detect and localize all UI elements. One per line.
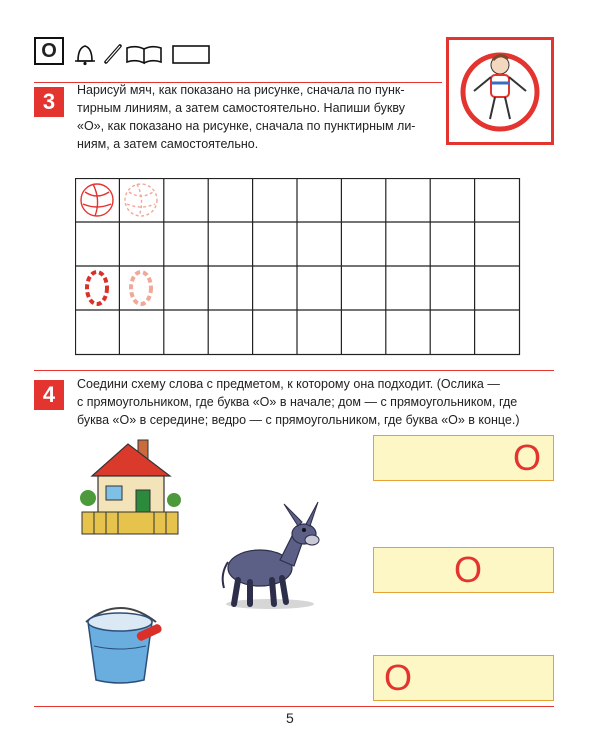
ball-sample <box>81 184 113 216</box>
word-scheme-o-start[interactable] <box>373 655 554 701</box>
bell-icon <box>75 46 95 65</box>
donkey-illustration <box>214 500 328 620</box>
scheme-letter: О <box>454 549 483 590</box>
page-number: 5 <box>286 710 294 726</box>
task-4-number: 4 <box>34 380 64 410</box>
section-divider-4 <box>34 370 554 371</box>
word-scheme-o-end[interactable] <box>373 435 554 481</box>
footer-divider <box>34 706 554 707</box>
letter-o-dotted-sample <box>87 272 107 304</box>
task-4-text <box>77 375 557 429</box>
pencil-icon <box>106 46 120 62</box>
house-illustration <box>78 436 182 540</box>
book-icon <box>127 47 161 63</box>
task-3-line: Нарисуй мяч, как показано на рисунке, сначала по пунк- <box>77 83 405 97</box>
writing-grid <box>75 178 521 356</box>
header-letter: О <box>34 37 64 65</box>
blank-box-icon <box>173 46 209 63</box>
task-3-line: ниям, а затем самостоятельно. <box>77 137 259 151</box>
scheme-letter: О <box>512 437 541 478</box>
hoop-girl-illustration <box>446 37 554 145</box>
task-3-line: «О», как показано на рисунке, сначала по пунктирным ли- <box>77 119 416 133</box>
bucket-illustration <box>80 600 166 686</box>
letter-o-faint-sample <box>131 272 151 304</box>
word-scheme-o-middle[interactable] <box>373 547 554 593</box>
task-3-number: 3 <box>34 87 64 117</box>
task-4-line: Соедини схему слова с предметом, к которому она подходит. (Ослика — <box>77 377 500 391</box>
task-3-line: тирным линиям, а затем самостоятельно. Напиши букву <box>77 101 405 115</box>
task-4-line: с прямоугольником, где буква «О» в начале; дом — с прямоугольником, где <box>77 395 518 409</box>
task-3-text <box>77 81 437 153</box>
ball-dotted-sample <box>125 184 157 216</box>
header-icons <box>72 40 212 66</box>
scheme-letter: О <box>384 657 413 698</box>
task-4-line: буква «О» в середине; ведро — с прямоугольником, где буква «О» в конце.) <box>77 413 520 427</box>
